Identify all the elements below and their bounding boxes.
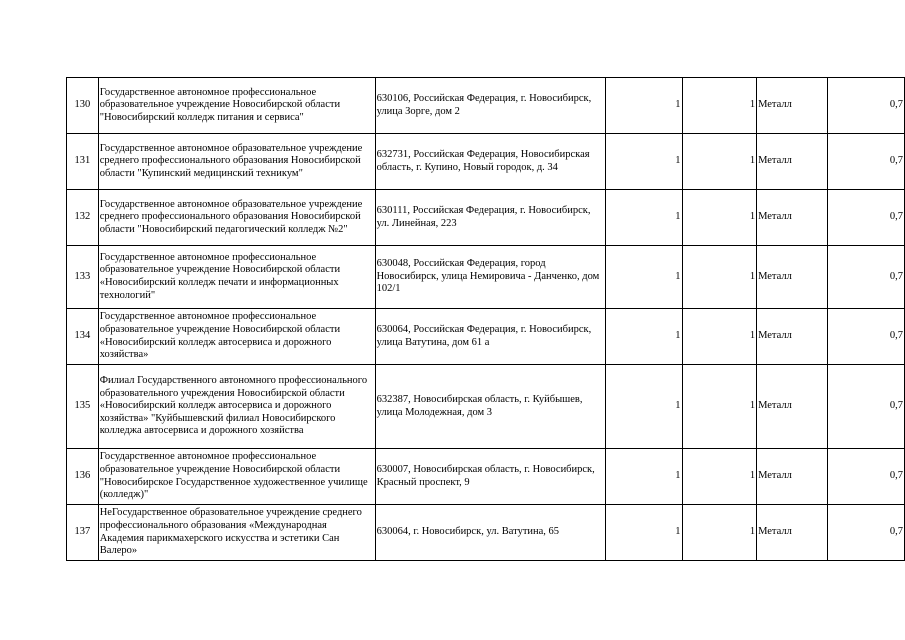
volume-cell: 0,7 — [828, 505, 905, 561]
table-row — [67, 190, 905, 246]
table-row — [67, 134, 905, 190]
organization-name-cell: НеГосударственное образовательное учреждение среднего профессионального образования «Международная Академия парикмахерского искусства и эстетики Сан Валеро» — [98, 505, 375, 561]
volume-cell: 0,7 — [828, 78, 905, 134]
organization-name-cell: Государственное автономное профессиональное образовательное учреждение Новосибирской области "Новосибирский колледж питания и сервиса" — [98, 78, 375, 134]
material-cell: Металл — [757, 134, 828, 190]
registry-table — [66, 77, 905, 561]
quantity-2-cell: 1 — [682, 190, 757, 246]
address-cell: 630007, Новосибирская область, г. Новосибирск, Красный проспект, 9 — [375, 449, 605, 505]
volume-cell: 0,7 — [828, 246, 905, 309]
row-number-cell: 135 — [67, 365, 99, 449]
quantity-2-cell: 1 — [682, 78, 757, 134]
organization-name-cell: Государственное автономное профессиональное образовательное учреждение Новосибирской области «Новосибирский колледж печати и информационных технологий" — [98, 246, 375, 309]
address-cell: 630048, Российская Федерация, город Новосибирск, улица Немировича - Данченко, дом 102/1 — [375, 246, 605, 309]
table-row — [67, 309, 905, 365]
address-cell: 632731, Российская Федерация, Новосибирская область, г. Купино, Новый городок, д. 34 — [375, 134, 605, 190]
quantity-1-cell: 1 — [606, 449, 682, 505]
organization-name-cell: Государственное автономное профессиональное образовательное учреждение Новосибирской области «Новосибирский колледж автосервиса и дорожного хозяйства» — [98, 309, 375, 365]
volume-cell: 0,7 — [828, 134, 905, 190]
quantity-2-cell: 1 — [682, 505, 757, 561]
material-cell: Металл — [757, 449, 828, 505]
material-cell: Металл — [757, 505, 828, 561]
organization-name-cell: Государственное автономное образовательное учреждение среднего профессионального образования Новосибирской области "Купинский медицинский техникум" — [98, 134, 375, 190]
address-cell: 630064, Российская Федерация, г. Новосибирск, улица Ватутина, дом 61 а — [375, 309, 605, 365]
row-number-cell: 132 — [67, 190, 99, 246]
quantity-1-cell: 1 — [606, 78, 682, 134]
quantity-1-cell: 1 — [606, 190, 682, 246]
volume-cell: 0,7 — [828, 449, 905, 505]
volume-cell: 0,7 — [828, 309, 905, 365]
row-number-cell: 137 — [67, 505, 99, 561]
table-row — [67, 505, 905, 561]
material-cell: Металл — [757, 309, 828, 365]
quantity-1-cell: 1 — [606, 505, 682, 561]
quantity-2-cell: 1 — [682, 449, 757, 505]
table-row — [67, 449, 905, 505]
volume-cell: 0,7 — [828, 190, 905, 246]
organization-name-cell: Государственное автономное профессиональное образовательное учреждение Новосибирской области "Новосибирское Государственное художественное училище (колледж)" — [98, 449, 375, 505]
quantity-2-cell: 1 — [682, 246, 757, 309]
row-number-cell: 130 — [67, 78, 99, 134]
address-cell: 632387, Новосибирская область, г. Куйбышев, улица Молодежная, дом 3 — [375, 365, 605, 449]
quantity-2-cell: 1 — [682, 309, 757, 365]
volume-cell: 0,7 — [828, 365, 905, 449]
quantity-1-cell: 1 — [606, 365, 682, 449]
material-cell: Металл — [757, 246, 828, 309]
quantity-2-cell: 1 — [682, 134, 757, 190]
address-cell: 630106, Российская Федерация, г. Новосибирск, улица Зорге, дом 2 — [375, 78, 605, 134]
address-cell: 630111, Российская Федерация, г. Новосибирск, ул. Линейная, 223 — [375, 190, 605, 246]
quantity-1-cell: 1 — [606, 246, 682, 309]
material-cell: Металл — [757, 190, 828, 246]
row-number-cell: 133 — [67, 246, 99, 309]
organization-name-cell: Филиал Государственного автономного профессионального образовательного учреждения Новосибирской области «Новосибирский колледж автосервиса и дорожного хозяйства» "Куйбышевский филиал Новосибирского колледжа автосервиса и дорожного хозяйства — [98, 365, 375, 449]
quantity-1-cell: 1 — [606, 134, 682, 190]
row-number-cell: 136 — [67, 449, 99, 505]
quantity-1-cell: 1 — [606, 309, 682, 365]
quantity-2-cell: 1 — [682, 365, 757, 449]
row-number-cell: 131 — [67, 134, 99, 190]
row-number-cell: 134 — [67, 309, 99, 365]
table-row — [67, 246, 905, 309]
material-cell: Металл — [757, 78, 828, 134]
address-cell: 630064, г. Новосибирск, ул. Ватутина, 65 — [375, 505, 605, 561]
table-row — [67, 365, 905, 449]
table-body — [67, 78, 905, 561]
organization-name-cell: Государственное автономное образовательное учреждение среднего профессионального образования Новосибирской области "Новосибирский педагогический колледж №2" — [98, 190, 375, 246]
table-row — [67, 78, 905, 134]
material-cell: Металл — [757, 365, 828, 449]
